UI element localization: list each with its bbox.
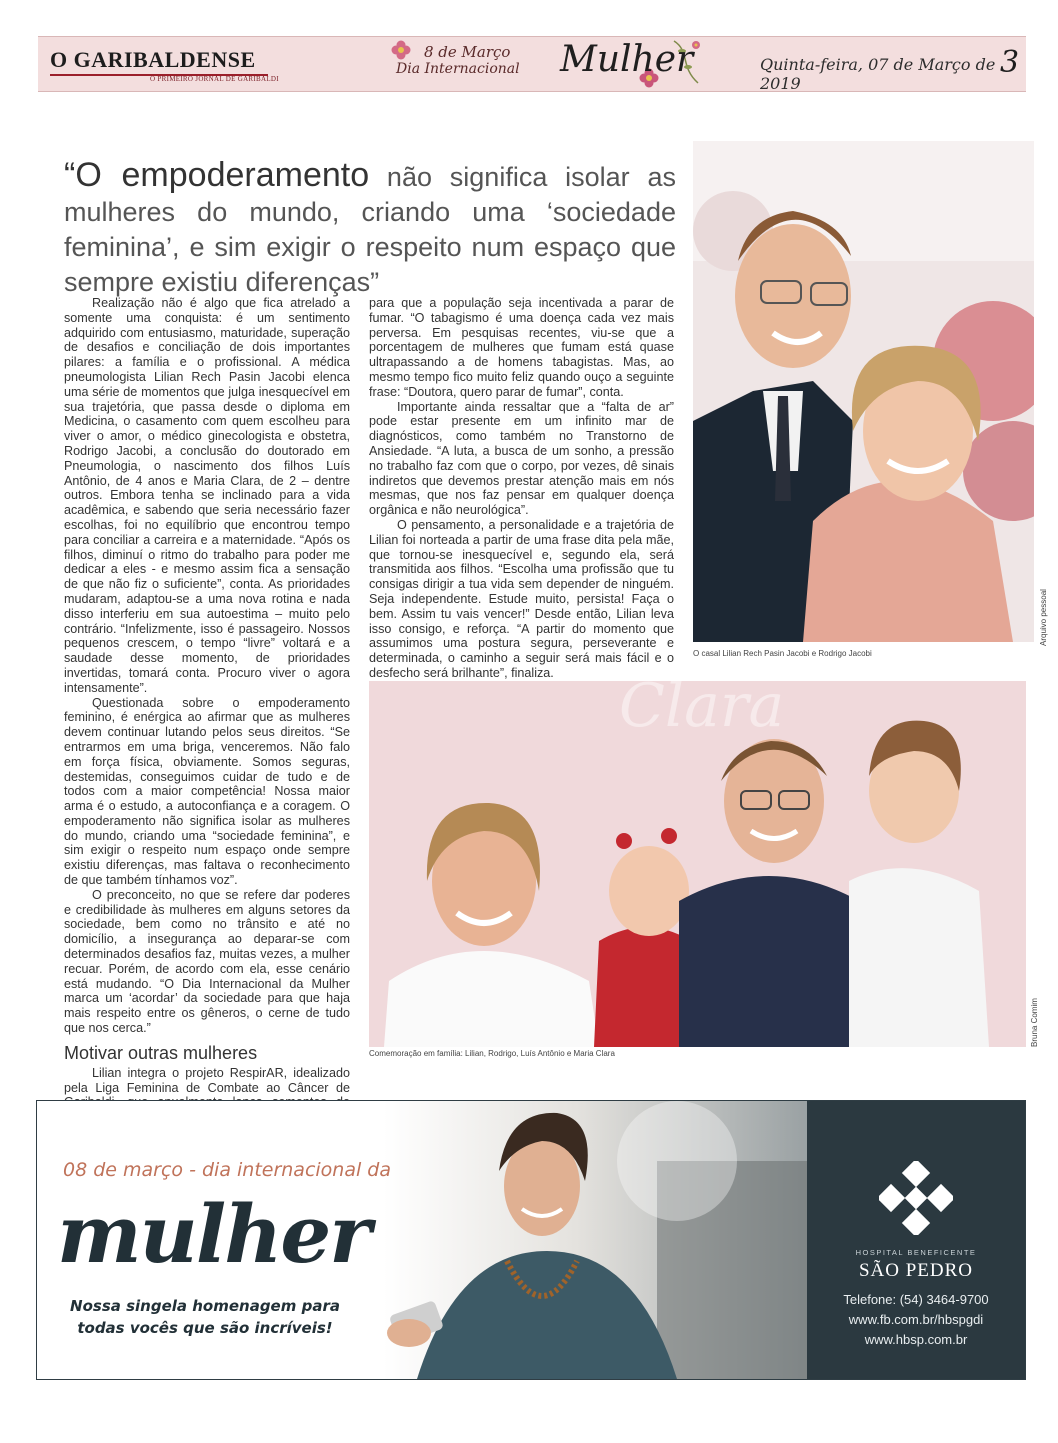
flower-icon (390, 39, 412, 61)
article-paragraph: para que a população seja incentivada a parar de fumar. “O tabagismo é uma doença cada vez mais perversa. Em pesquisas recentes, viu-se que a porcentagem de mulheres que fumam está quase ultrapassando a de homens tabagistas. Mas, ao mesmo tempo fico muito feliz quando ouço a seguinte frase: “Doutora, quero parar de fumar”, conta. (369, 296, 674, 399)
article-column-2 (369, 296, 674, 681)
ad-left-panel (37, 1101, 807, 1379)
hospital-panel (807, 1101, 1025, 1379)
ad-headline: mulher (57, 1187, 370, 1281)
article-subhead: Motivar outras mulheres (64, 1042, 258, 1063)
page-number: 3 (1000, 45, 1020, 80)
svg-text:Clara: Clara (619, 681, 785, 741)
ad-tagline: 08 de março - dia internacional da (63, 1159, 392, 1181)
masthead-subtitle: O PRIMEIRO JORNAL DE GARIBALDI (150, 75, 279, 83)
ad-message-line: todas vocês que são incríveis! (77, 1319, 333, 1337)
pull-quote-text: não significa isolar as mulheres do mundo, criando uma ‘sociedade feminina’, e sim exigir o respeito num espaço que sempre existiu diferenças” (64, 162, 676, 297)
pull-quote-lead: “O empoderamento (64, 156, 370, 194)
photo-caption: O casal Lilian Rech Pasin Jacobi e Rodrigo Jacobi (693, 649, 872, 658)
hospital-label: HOSPITAL BENEFICENTE (855, 1248, 977, 1257)
hospital-website: www.hbsp.com.br (864, 1332, 968, 1347)
article-paragraph: Realização não é algo que fica atrelado a somente uma conquista: é um sentimento adquirido com entusiasmo, maturidade, superação de desafios e conciliação de dois importantes pilares: a família e o profissional. A médica pneumologista Lilian Rech Pasin Jacobi elenca uma série de momentos que julga inesquecível em sua trajetória, que passa desde o diploma em Medicina, o casamento com quem escolheu para viver o amor, o médico ginecologista e obstetra, Rodrigo Jacobi, a conclusão do doutorado em Pneumologia, o nascimento dos filhos Luís Antônio, de 4 anos e Maria Clara, de 2 – dentre outros. Embora tenha se inclinado para a vida acadêmica, e sabendo que seria necessário fazer escolhas, foi no equilíbrio que encontrou tempo para conciliar a carreira e a maternidade. “Após os filhos, diminuí o ritmo do trabalho para poder me dedicar a eles - e mesmo assim fica a sensação de que não fiz o suficiente”, conta. As prioridades mudaram, adaptou-se a uma nova rotina e nada disso interferiu em sua autoestima – muito pelo contrário. “Infelizmente, isso é passageiro. Nossos pequenos crescem, o tempo “livre” voltará e a saudade desse momento, de prioridades invertidas, tomará conta. Procuro viver o agora intensamente”. (64, 296, 350, 695)
hospital-name: SÃO PEDRO (858, 1260, 974, 1281)
article-paragraph: O pensamento, a personalidade e a trajetória de Lilian foi norteada a partir de uma frase dita pela mãe, que tornou-se inesquecível e, segundo ela, será transmitida aos filhos. “Escolha uma profissão que tu consigas dirigir a tua vida sem depender de ninguém. Seja independente. Estude muito, persista! Faça o bem. Assim tu vais vencer!” Desde então, Lilian leva isso consigo, e reforça. “A partir do momento que assumimos uma postura segura, perseverante e determinada, o caminho a seguir será mais fácil e o desfecho será brilhante”, finaliza. (369, 517, 674, 680)
hospital-ad (36, 1100, 1026, 1380)
photo-credit: Bruna Comim (1030, 998, 1039, 1047)
couple-photo (693, 141, 1034, 642)
ad-message-line: Nossa singela homenagem para (70, 1297, 340, 1315)
badge-date: 8 de Março (424, 43, 511, 61)
article-paragraph: Questionada sobre o empoderamento feminino, é enérgica ao afirmar que as mulheres devem continuar lutando pelos seus direitos. “Se entrarmos em uma briga, venceremos. Não falo em força física, obviamente. Somos seguras, destemidas, conseguimos cuidar de tudo e de todos com a maior competência! Nossa maior arma é o estudo, a autoconfiança e a coragem. O empoderamento não significa isolar as mulheres do mundo, criando uma “sociedade feminina”, e sim exigir o respeito num espaço onde sempre existiu diferenças, mas faltava o reconhecimento de que também tínhamos voz”. (64, 695, 350, 888)
badge-title: Mulher (560, 39, 694, 80)
article-paragraph: Lilian integra o projeto RespirAR, idealizado pela Liga Feminina de Combate ao Câncer de (64, 1065, 350, 1095)
article-column-1 (64, 296, 350, 1125)
badge-subtitle: Dia Internacional (396, 61, 520, 77)
hospital-phone: Telefone: (54) 3464-9700 (843, 1292, 989, 1307)
page-header (38, 36, 1026, 92)
hospital-facebook: www.fb.com.br/hbspgdi (848, 1312, 984, 1327)
pull-quote (64, 158, 676, 300)
article-paragraph: Importante ainda ressaltar que a “falta de ar” pode estar presente em um infinito mar de diagnósticos, como também no Transtorno de Ansiedade. “A luta, a busca de um sonho, a pressão no trabalho faz com que o corpo, por vezes, dê sinais indiretos que devemos prestar atenção mais em nós mesmas, que nos faz pensar em qualquer doença orgânica e não neurológica”. (369, 399, 674, 518)
hospital-logo-icon (879, 1161, 953, 1235)
family-photo (369, 681, 1026, 1047)
issue-date: Quinta-feira, 07 de Março de 2019 (760, 55, 996, 93)
couple-photo-illustration (693, 141, 1034, 642)
photo-caption: Comemoração em família: Lilian, Rodrigo, Luís Antônio e Maria Clara (369, 1049, 615, 1058)
photo-credit: Arquivo pessoal (1039, 589, 1048, 646)
article-paragraph: O preconceito, no que se refere dar poderes e credibilidade às mulheres em alguns setores da sociedade, bem como no trânsito e até no domicílio, a insegurança ao deparar-se com determinados desafios faz, muitas vezes, a mulher recuar. Porém, de acordo com ela, esse cenário está mudando. “O Dia Internacional da Mulher marca um ‘acordar’ da sociedade para que haja mais respeito entre os gêneros, o cerne de tudo que nos cerca.” (64, 887, 350, 1036)
masthead-title: O GARIBALDENSE (50, 47, 256, 72)
family-photo-illustration (369, 681, 1026, 1047)
